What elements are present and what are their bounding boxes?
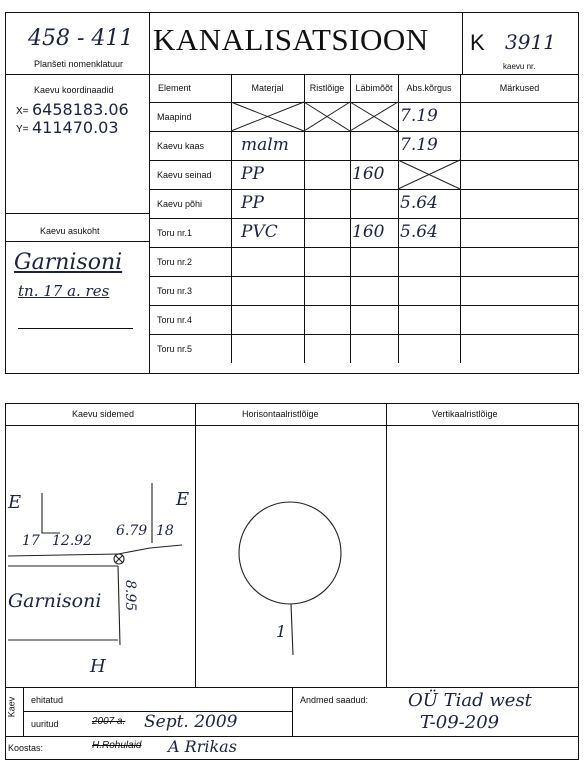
- vertical-section-label: Vertikaalristlõige: [432, 409, 498, 419]
- table-row-element: Toru nr.1: [157, 228, 193, 238]
- well-number-label: kaevu nr.: [503, 62, 536, 71]
- author-old-value: H.Rohulaid: [92, 740, 142, 751]
- table-row-element: Maapind: [157, 112, 192, 122]
- coords-y-value: 411470.03: [32, 118, 119, 137]
- nomenclature-label: Planšeti nomenklatuur: [34, 59, 124, 69]
- table-row-element: Toru nr.3: [157, 286, 193, 296]
- source-label: Andmed saadud:: [300, 695, 369, 705]
- footer-middle-divider: [292, 687, 293, 736]
- table-cell-material: PVC: [241, 222, 278, 242]
- well-number: 3911: [505, 30, 556, 54]
- table-cell-material: malm: [241, 135, 289, 155]
- table-cell-elevation: 5.64: [400, 222, 438, 242]
- author-label: Koostas:: [8, 743, 44, 753]
- coords-x-prefix: X=: [16, 106, 29, 117]
- table-cell-material: PP: [241, 193, 264, 213]
- tie-e-right: E: [176, 489, 190, 510]
- tie-e-left: E: [8, 492, 22, 513]
- location-line2: tn. 17 a. res: [18, 282, 110, 300]
- page-title: KANALISATSIOON: [153, 22, 429, 57]
- table-header-cross: Ristlõige: [309, 83, 345, 93]
- table-row-element: Kaevu kaas: [157, 141, 205, 151]
- table-row-element: Toru nr.2: [157, 257, 193, 267]
- table-header-diameter: Läbimõõt: [355, 83, 393, 93]
- location-line1: Garnisoni: [14, 250, 123, 275]
- table-header-elevation: Abs.kõrgus: [406, 83, 452, 93]
- tie-17: 17: [22, 533, 40, 549]
- tie-1292: 12.92: [52, 533, 93, 549]
- tie-679: 6.79: [116, 523, 148, 539]
- tie-h: H: [90, 656, 106, 677]
- source-line1: OÜ Tiad west: [408, 690, 532, 711]
- horizontal-section-label: Horisontaalristlõige: [242, 409, 319, 419]
- table-header-element: Element: [158, 83, 192, 93]
- table-header-material: Materjal: [251, 83, 284, 93]
- source-line2: T-09-209: [420, 712, 500, 733]
- horizontal-section-mark: 1: [276, 622, 287, 641]
- coords-y-prefix: Y=: [16, 124, 29, 135]
- footer-bottom-rule: [5, 736, 579, 737]
- tie-street-name: Garnisoni: [8, 590, 102, 612]
- table-cell-elevation: 7.19: [400, 106, 438, 126]
- coords-label: Kaevu koordinaadid: [34, 85, 114, 95]
- tie-895: 8.95: [122, 580, 138, 612]
- footer-side-label: Kaev: [6, 696, 17, 718]
- table-cell-elevation: 7.19: [400, 135, 438, 155]
- built-label: ehitatud: [31, 695, 64, 705]
- well-prefix: K: [470, 30, 485, 55]
- table-row-element: Toru nr.4: [157, 315, 193, 325]
- surveyed-new-value: Sept. 2009: [144, 712, 238, 732]
- table-cell-elevation: 5.64: [400, 193, 438, 213]
- well-cross-section-circle: [239, 502, 341, 604]
- surveyed-label: uuritud: [31, 719, 59, 729]
- nomenclature-value: 458 - 411: [28, 26, 134, 51]
- table-cell-diameter: 160: [352, 164, 385, 184]
- table-row-element: Toru nr.5: [157, 344, 193, 354]
- location-label: Kaevu asukoht: [40, 226, 100, 236]
- tie-18: 18: [156, 523, 174, 539]
- table-cell-material: PP: [241, 164, 264, 184]
- author-new-value: A Rrikas: [168, 737, 237, 756]
- surveyed-old-value: 2007 a.: [92, 716, 126, 727]
- ties-label: Kaevu sidemed: [72, 409, 135, 419]
- pipe-line: [291, 604, 293, 655]
- coords-x-value: 6458183.06: [32, 100, 129, 119]
- table-header-notes: Märkused: [499, 83, 540, 93]
- table-row-element: Kaevu põhi: [157, 199, 203, 209]
- table-row-element: Kaevu seinad: [157, 170, 212, 180]
- table-cell-diameter: 160: [352, 222, 385, 242]
